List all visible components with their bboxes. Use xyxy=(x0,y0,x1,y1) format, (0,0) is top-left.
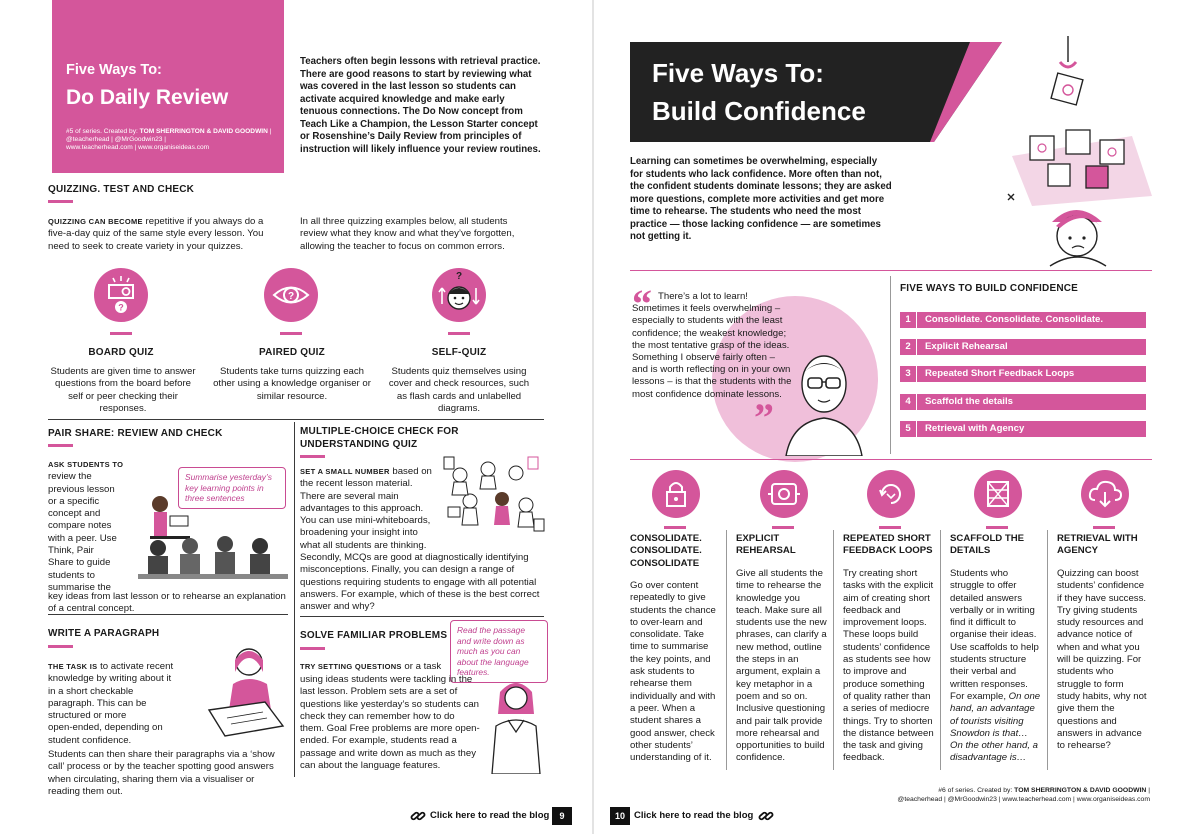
board-quiz-text: Students are given time to answer questions from the board before self or peer checking their responses. xyxy=(50,366,196,414)
write-paragraph-tail: Students can then share their paragraphs via a ‘show call’ process or by the teacher spotting good answers when circulating, sharing them via a visualiser or reading them out. xyxy=(48,749,275,797)
col-divider-2 xyxy=(833,530,834,770)
col-text-rehearsal: Give all students the time to rehearse the knowledge you teach. Make sure all students use the new phrases, can clarify a new method, outline the steps in an argument, explain a key metaphor in a poem and so on. Inclusive questioning and pair talk provide more rehearsal and opportunities to build confidence. xyxy=(736,568,827,764)
right-page xyxy=(594,0,1186,834)
col-title-scaffold: SCAFFOLD THE DETAILS xyxy=(950,533,1025,557)
right-header-bar xyxy=(630,42,1002,142)
classroom-illustration xyxy=(130,486,290,591)
write-paragraph-text: THE TASK IS to activate recent knowledge by writing about it in a short checkable paragraph. This can be structured or more open-ended, depending on student confidence. xyxy=(48,661,174,746)
write-paragraph-title: WRITE A PARAGRAPH xyxy=(48,628,160,639)
svg-text:?: ? xyxy=(287,291,295,302)
writing-student-illustration xyxy=(205,640,287,740)
col-title-retrieval: RETRIEVAL WITH AGENCY xyxy=(1057,533,1138,557)
five-ways-item-2: 2 Explicit Rehearsal xyxy=(900,339,1146,355)
five-ways-item-1: 1 Consolidate. Consolidate. Consolidate. xyxy=(900,312,1146,328)
pair-share-text: ASK STUDENTS TO review the previous lesson or a specific concept and compare notes with a peer. Use Think, Pair Share to guide students to summarise the xyxy=(48,460,124,593)
col-title-rehearsal: EXPLICIT REHEARSAL xyxy=(736,533,796,557)
right-kicker: Five Ways To: xyxy=(652,58,824,88)
col-rule-1 xyxy=(664,526,686,529)
five-ways-divider xyxy=(890,276,891,454)
divider-vertical xyxy=(294,422,295,777)
self-quiz-title: SELF-QUIZ xyxy=(431,347,487,358)
left-page xyxy=(0,0,592,834)
self-face-icon xyxy=(432,268,486,322)
paired-quiz-title: PAIRED QUIZ xyxy=(259,347,325,358)
col-text-retrieval: Quizzing can boost students’ confidence if they have success. Try giving students study resources and advance notice of when and what you will be quizzing. For students who struggle to form study habits, why not give them the questions and answers in advance to rehearse? xyxy=(1057,568,1147,752)
svg-text:?: ? xyxy=(118,302,124,313)
paired-quiz-rule xyxy=(280,332,302,335)
rehearsal-cycle-icon xyxy=(760,470,808,518)
col-divider-1 xyxy=(726,530,727,770)
self-quiz-rule xyxy=(448,332,470,335)
left-intro: Teachers often begin lessons with retrieval practice. There are good reasons to start by reviewing what was covered in the last lesson so students can activate acquired knowledge and make early tenuous connections. The Do Now concept from Teach Like a Champion, the Lesson Starter concept or Rosenshine’s Daily Review from principles of instruction will likely influence your review routines. xyxy=(300,56,541,155)
mcq-text: SET A SMALL NUMBER based on the recent lesson material. There are several main advantages to this approach. You can use mini-whiteboards, broadening your insight into what all students are thinking. xyxy=(300,466,432,551)
svg-text:?: ? xyxy=(455,271,463,282)
board-quiz-title: BOARD QUIZ xyxy=(88,347,154,358)
left-header-box xyxy=(52,0,284,173)
col-rule-3 xyxy=(879,526,901,529)
col-rule-2 xyxy=(772,526,794,529)
five-ways-title: FIVE WAYS TO BUILD CONFIDENCE xyxy=(900,283,1079,294)
col-text-consolidate: Go over content repeatedly to give students the chance to over-learn and consolidate. Take time to summarise the key points, and ask students to rehearse them individually and with a peer. When a student shares a good answer, check other students’ understanding of it. xyxy=(630,580,716,764)
teacher-illustration xyxy=(486,674,546,774)
mcq-title: MULTIPLE-CHOICE CHECK FOR UNDERSTANDING QUIZ xyxy=(300,426,459,450)
pair-share-tail: key ideas from last lesson or to rehearse an explanation of a central concept. xyxy=(48,591,286,615)
left-title: Do Daily Review xyxy=(66,86,229,109)
self-quiz-text: Students quiz themselves using cover and check resources, such as flash cards and unlabelled diagrams. xyxy=(388,366,530,414)
paired-eyes-icon xyxy=(264,268,318,322)
left-page-number: 9 xyxy=(552,807,572,825)
right-quote: There’s a lot to learn! Sometimes it feels overwhelming – especially to students with the least confidence; the weakest knowledge; the most tentative grasp of the ideas. Something I observe fairly often – and is worth reflecting on in your own lessons – is that the students with the most confidence dominate lessons. xyxy=(632,291,792,400)
write-paragraph-rule xyxy=(48,645,73,648)
five-ways-item-3: 3 Repeated Short Feedback Loops xyxy=(900,366,1146,382)
right-page-number: 10 xyxy=(610,807,630,825)
five-ways-item-5: 5 Retrieval with Agency xyxy=(900,421,1146,437)
left-blog-link[interactable]: Click here to read the blog xyxy=(430,810,550,821)
pair-share-rule xyxy=(48,444,73,447)
right-title: Build Confidence xyxy=(652,96,866,126)
quizzing-text-1: QUIZZING CAN BECOME repetitive if you always do a five-a-day quiz of the same style every lesson. You need to seek to create variety in your quizzes. xyxy=(48,216,264,252)
left-blog-link-icon[interactable] xyxy=(410,808,426,824)
right-credits: #6 of series. Created by: TOM SHERRINGTON & DAVID GOODWIN | @teacherhead | @MrGoodwin23 | www.teacherhead.com | www.organiseideas.com xyxy=(897,787,1150,803)
right-blog-link[interactable]: Click here to read the blog xyxy=(634,810,754,821)
col-divider-4 xyxy=(1047,530,1048,770)
quizzing-rule xyxy=(48,200,73,203)
divider-lower-right xyxy=(300,616,544,617)
columns-top-rule xyxy=(630,459,1152,460)
col-divider-3 xyxy=(940,530,941,770)
scaffold-icon xyxy=(974,470,1022,518)
right-intro: Learning can sometimes be overwhelming, especially for students who lack confidence. More often than not, the confident students dominate lessons; they are asked more questions, complete more activities and get more time to rehearse. The students who need the most practice — those lacking confidence — are sometimes not getting it. xyxy=(630,156,892,242)
projector-icon xyxy=(94,268,148,322)
cloud-download-icon xyxy=(1081,470,1129,518)
solve-text: using ideas students were tackling in the last lesson. Problem sets are a set of questions like yesterday’s so students can check they can remember how to do them. Goal Free problems are more open-ended. For example, students read a passage and write down as much as they can about the language features. xyxy=(300,674,480,772)
lock-icon xyxy=(652,470,700,518)
teacher-portrait xyxy=(782,346,868,456)
pair-share-speech-bubble: Summarise yesterday’s key learning points in three sentences xyxy=(178,467,286,509)
feedback-loop-icon xyxy=(867,470,915,518)
mcq-rule xyxy=(300,455,325,458)
solve-rule xyxy=(300,647,325,650)
quizzing-title: QUIZZING. TEST AND CHECK xyxy=(48,184,195,195)
paired-quiz-text: Students take turns quizzing each other using a knowledge organiser or similar resource. xyxy=(213,366,371,402)
quizzing-text-2: In all three quizzing examples below, all students review what they know and what they’ve forgotten, allowing the teacher to focus on common errors. xyxy=(300,216,515,252)
col-title-feedback: REPEATED SHORT FEEDBACK LOOPS xyxy=(843,533,933,557)
solve-speech-bubble: Read the passage and write down as much as you can about the language features. xyxy=(450,620,548,683)
col-rule-5 xyxy=(1093,526,1115,529)
pair-share-title: PAIR SHARE: REVIEW AND CHECK xyxy=(48,428,223,439)
open-quote-icon: “ xyxy=(632,281,652,326)
close-quote-icon: ” xyxy=(754,395,774,440)
col-rule-4 xyxy=(986,526,1008,529)
divider-mid xyxy=(48,419,544,420)
solve-title: SOLVE FAMILIAR PROBLEMS xyxy=(300,630,448,641)
overwhelmed-student-illustration xyxy=(992,36,1167,268)
left-credits: #5 of series. Created by: TOM SHERRINGTON & DAVID GOODWIN | @teacherhead | @MrGoodwin23 | www.teacherhead.com | www.organiseideas.com xyxy=(66,128,272,152)
left-kicker: Five Ways To: xyxy=(66,62,162,78)
solve-first-line: TRY SETTING QUESTIONS or a task xyxy=(300,661,442,672)
col-text-feedback: Try creating short tasks with the explicit aim of creating short feedback and improvement loops. These loops build students’ confidence as students see how to improve and produce something of quality rather than a series of mediocre things. Try to shorten the distance between the task and giving feedback. xyxy=(843,568,934,764)
right-intro-rule xyxy=(630,270,1152,271)
col-title-consolidate: CONSOLIDATE. CONSOLIDATE. CONSOLIDATE xyxy=(630,533,702,569)
right-blog-link-icon[interactable] xyxy=(758,808,774,824)
five-ways-item-4: 4 Scaffold the details xyxy=(900,394,1146,410)
board-quiz-rule xyxy=(110,332,132,335)
students-mcq-illustration xyxy=(440,455,545,545)
mcq-tail: Secondly, MCQs are good at diagnostically identifying misconceptions. Finally, you can design a range of questions requiring students to engage with all potential answers. For example, which of these is the best correct answer and why? xyxy=(300,552,540,613)
col-text-scaffold: Students who struggle to offer detailed answers verbally or in writing find it difficult to organise their ideas. Use scaffolds to help students structure their verbal and written responses. For example, On one hand, an advantage of tourists visiting Snowdon is that… On the other hand, a disadvantage is… xyxy=(950,568,1041,764)
